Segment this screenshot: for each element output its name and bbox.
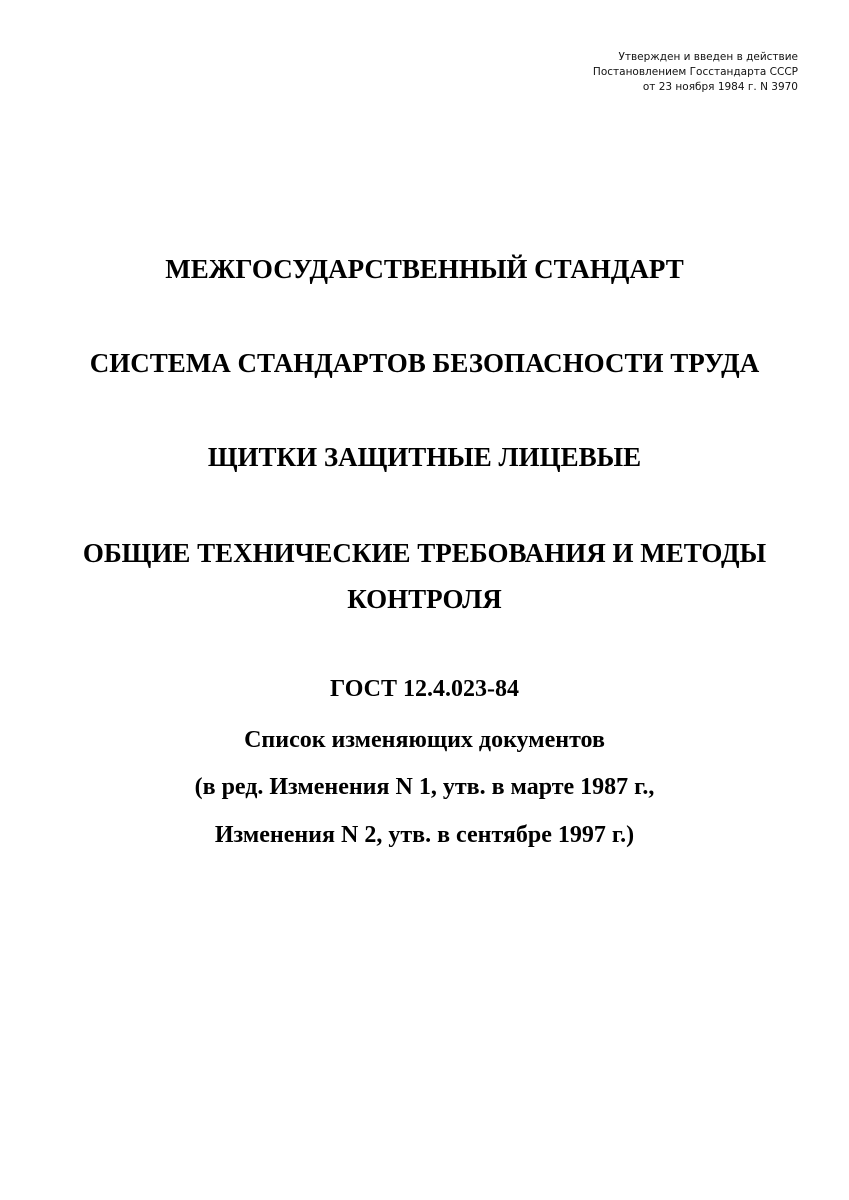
standard-code: ГОСТ 12.4.023-84 (330, 676, 519, 702)
approval-line-2: Постановлением Госстандарта СССР (592, 66, 798, 78)
requirements-title-line-1: ОБЩИЕ ТЕХНИЧЕСКИЕ ТРЕБОВАНИЯ И МЕТОДЫ (82, 538, 767, 568)
approval-line-3: от 23 ноября 1984 г. N 3970 (642, 81, 798, 93)
changes-line-2: Изменения N 2, утв. в сентябре 1997 г.) (214, 822, 635, 848)
interstate-standard-title: МЕЖГОСУДАРСТВЕННЫЙ СТАНДАРТ (165, 254, 684, 284)
changes-line-1: (в ред. Изменения N 1, утв. в марте 1987 г., (194, 774, 655, 800)
approval-note (593, 50, 798, 95)
approval-line-1: Утвержден и введен в действие (618, 51, 798, 63)
changes-heading: Список изменяющих документов (244, 727, 605, 753)
product-title: ЩИТКИ ЗАЩИТНЫЕ ЛИЦЕВЫЕ (207, 442, 642, 472)
system-title: СИСТЕМА СТАНДАРТОВ БЕЗОПАСНОСТИ ТРУДА (89, 348, 760, 378)
requirements-title-line-2: КОНТРОЛЯ (347, 584, 502, 614)
requirements-title (0, 530, 849, 622)
